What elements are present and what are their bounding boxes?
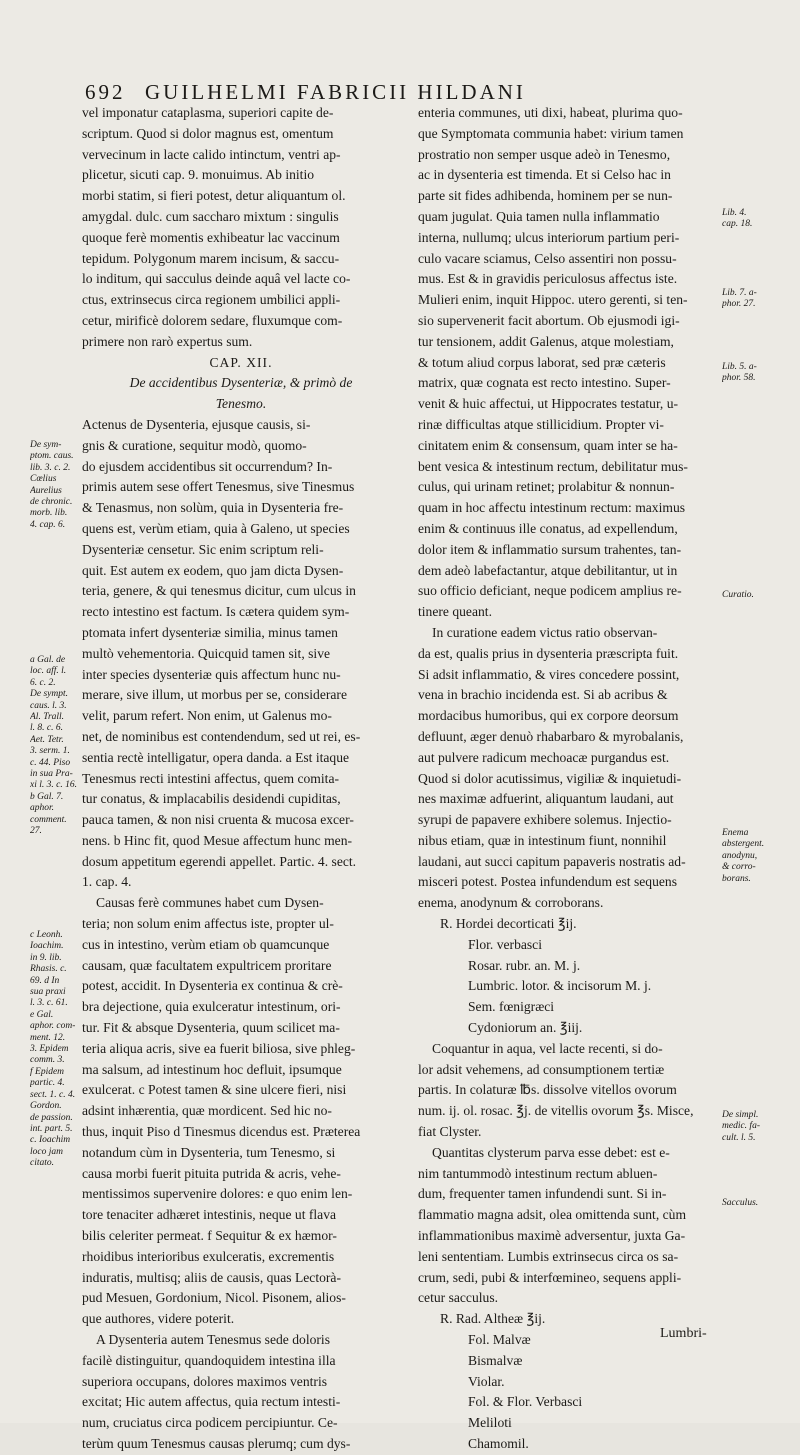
running-title: GUILHELMI FABRICII HILDANI bbox=[145, 80, 526, 104]
text-line: dosum appetitum egerendi appellet. Partic. 4. sect. bbox=[82, 853, 357, 869]
margin-note-line: ptom. caus. bbox=[30, 451, 74, 462]
margin-note-line: medic. fa- bbox=[722, 1121, 760, 1132]
text-line: Quantitas clysterum parva esse debet: est e- bbox=[432, 1144, 670, 1160]
margin-note-line: borans. bbox=[722, 873, 751, 884]
text-line: morbi statim, si fieri potest, detur aliquantum ol. bbox=[82, 188, 346, 204]
text-line: inter species dysenteriæ quis affectum hunc nu- bbox=[82, 666, 341, 682]
margin-note-line: abstergent. bbox=[722, 839, 765, 850]
text-line: rinæ difficultas atque stillicidium. Propter vi- bbox=[418, 416, 664, 432]
text-line: nens. b Hinc fit, quod Mesue affectum hunc men- bbox=[82, 832, 353, 848]
margin-note-line: l. 3. c. 61. bbox=[30, 998, 68, 1009]
text-line: vena in brachio incidenda est. Si ab acribus & bbox=[418, 687, 668, 703]
margin-note-line: sua praxi bbox=[30, 987, 66, 998]
text-line: mus. Est & in gravidis periculosus affectus iste. bbox=[418, 271, 678, 287]
margin-note-line: De simpl. bbox=[722, 1110, 759, 1120]
margin-note-line: caus. l. 3. bbox=[30, 700, 67, 711]
text-line: da est, qualis prius in dysenteria præscripta fuit. bbox=[418, 645, 679, 661]
text-line: merare, sive illum, ut morbus per se, considerare bbox=[82, 687, 347, 703]
margin-note-line: 27. bbox=[30, 826, 42, 837]
margin-note-line: aphor. com- bbox=[30, 1021, 76, 1032]
text-line: ptomata infert dysenteriæ similia, minus tamen bbox=[82, 624, 338, 640]
text-line: tore tenaciter adhæret intestinis, neque ut flava bbox=[82, 1207, 337, 1223]
text-line: Bismalvæ bbox=[468, 1352, 523, 1368]
margin-note-line: in 9. lib. bbox=[30, 952, 62, 963]
text-line: laudani, aut succi capitum papaveris nostratis ad- bbox=[418, 853, 686, 869]
text-line: rhoidibus interioribus exulceratis, excrementis bbox=[82, 1248, 335, 1264]
text-line: aut pulvere radicum mechoacæ purgandus est. bbox=[418, 749, 670, 765]
margin-note-line: in sua Pra- bbox=[30, 769, 73, 780]
margin-note-line: de chronic. bbox=[30, 497, 73, 508]
text-line: quam jugulat. Quia tamen nulla inflammatio bbox=[418, 208, 660, 224]
margin-note-line: De sym- bbox=[30, 440, 62, 450]
text-line: cus in intestino, verùm etiam ob quamcunque bbox=[82, 936, 330, 952]
text-line: Actenus de Dysenteria, ejusque causis, si- bbox=[82, 416, 311, 432]
text-line: teria, genere, & qui tenesmus dicitur, cum ulcus in bbox=[82, 583, 356, 599]
text-line: vervecinum in lacte calido intinctum, ventri ap- bbox=[82, 146, 341, 162]
text-line: tepidum. Polygonum marem incisum, & saccu- bbox=[82, 250, 340, 266]
text-line: causam, quæ facultatem expultricem proritare bbox=[82, 957, 332, 973]
text-line: syrupi de papavere exhibere solemus. Injectio- bbox=[418, 812, 672, 828]
text-line: amygdal. dulc. cum saccharo mixtum : singulis bbox=[82, 208, 339, 224]
margin-note-line: Sacculus. bbox=[722, 1198, 759, 1208]
margin-note-line: De sympt. bbox=[30, 689, 68, 700]
margin-note-line: cult. l. 5. bbox=[722, 1132, 756, 1143]
text-line: sio supervenerit facit abortum. Ob ejusmodi igi- bbox=[418, 312, 680, 328]
margin-note-line: 6. c. 2. bbox=[30, 677, 56, 688]
text-line: quoque ferè momentis exhibeatur lac vaccinum bbox=[82, 229, 340, 245]
margin-note-line: lib. 3. c. 2. bbox=[30, 462, 71, 473]
text-line: Chamomil. bbox=[468, 1436, 529, 1451]
text-line: suo officio deficiant, neque podicem amplius re- bbox=[418, 583, 682, 599]
margin-note-line: phor. 58. bbox=[722, 373, 756, 384]
margin-note-line: int. part. 5. bbox=[30, 1123, 73, 1134]
margin-note bbox=[30, 930, 75, 1170]
text-line: bilis celeriter permeat. f Sequitur & ex hæmor- bbox=[82, 1228, 337, 1244]
margin-note-line: f Epidem bbox=[30, 1066, 65, 1077]
text-line: potest, accidit. In Dysenteria ex continua & crè- bbox=[82, 978, 343, 994]
text-line: lo inditum, qui sacculus deinde aquâ vel lacte co- bbox=[82, 271, 351, 287]
text-line: Fol. & Flor. Verbasci bbox=[468, 1394, 583, 1410]
margin-note bbox=[722, 208, 752, 231]
text-line: Sem. fœnigræci bbox=[468, 999, 555, 1015]
text-line: enim & continuus ille conatus, ad expellendum, bbox=[418, 520, 678, 536]
text-line: induratis, multisq; aliis de causis, quas Lectorà- bbox=[82, 1269, 341, 1285]
margin-note-line: Curatio. bbox=[722, 590, 754, 600]
text-line: Tenesmo. bbox=[215, 396, 267, 412]
text-line: exulcerat. c Potest tamen & sine ulcere fieri, nisi bbox=[82, 1082, 347, 1098]
text-line: Mulieri enim, inquit Hippoc. utero gerenti, si ten- bbox=[418, 292, 688, 308]
text-line: Violar. bbox=[468, 1373, 505, 1389]
text-line: Tenesmus recti intestini affectus, quem comita- bbox=[82, 770, 339, 786]
margin-note bbox=[722, 1110, 760, 1144]
text-line: R. Hordei decorticati ℥ij. bbox=[440, 916, 577, 932]
margin-note-line: 3. serm. 1. bbox=[30, 746, 70, 757]
text-line: cetur, mirificè dolorem sedare, fluxumque com- bbox=[82, 312, 343, 328]
text-line: R. Rad. Altheæ ℥ij. bbox=[440, 1311, 546, 1327]
text-line: cetur sacculus. bbox=[418, 1290, 499, 1306]
text-line: mentissimos supervenire dolores: e quo enim len- bbox=[82, 1186, 353, 1202]
text-line: excitat; Hic autem affectus, quia rectum intesti- bbox=[82, 1394, 341, 1410]
text-line: Causas ferè communes habet cum Dysen- bbox=[96, 895, 324, 911]
text-line: Meliloti bbox=[468, 1415, 512, 1431]
margin-note-line: Rhasis. c. bbox=[30, 964, 67, 975]
text-line: Cydoniorum an. ℥iij. bbox=[468, 1020, 583, 1036]
margin-note-line: Cœlius bbox=[30, 474, 57, 485]
text-line: Coquantur in aqua, vel lacte recenti, si do- bbox=[432, 1040, 663, 1056]
text-line: dum, frequenter tamen infundendi sunt. Si in- bbox=[418, 1186, 667, 1202]
text-line: Quod si dolor acutissimus, vigiliæ & inquietudi- bbox=[418, 770, 682, 786]
text-line: quens est, verùm etiam, quia à Galeno, ut species bbox=[82, 520, 350, 536]
page-number: 692 bbox=[85, 80, 126, 104]
margin-note-line: anodynu, bbox=[722, 850, 758, 861]
text-line: gnis & curatione, sequitur modò, quomo- bbox=[82, 437, 307, 453]
margin-note-line: Lib. 7. a- bbox=[722, 288, 757, 298]
text-line: bra dejectione, quia exulceratur intestinum, ori- bbox=[82, 999, 341, 1015]
text-line: que authores, videre poterit. bbox=[82, 1311, 235, 1327]
text-line: velit, parum refert. Non enim, ut Galenus mo- bbox=[82, 708, 332, 724]
text-line: enema, anodynum & corroborans. bbox=[418, 895, 604, 911]
right-text-column bbox=[418, 103, 720, 1455]
text-line: Lumbric. lotor. & incisorum M. j. bbox=[468, 978, 652, 994]
margin-note-line: & corro- bbox=[722, 862, 756, 873]
text-line: bent vesica & intestinum rectum, debilitatur mus- bbox=[418, 458, 688, 474]
text-line: Flor. verbasci bbox=[468, 936, 542, 952]
text-line: Fol. Malvæ bbox=[468, 1332, 531, 1348]
text-line: In curatione eadem victus ratio observan- bbox=[432, 624, 658, 640]
margin-note-line: morb. lib. bbox=[30, 508, 68, 519]
text-line: matrix, quæ cognata est recto intestino. Super- bbox=[418, 375, 671, 391]
margin-note-line: l. 8. c. 6. bbox=[30, 723, 63, 734]
margin-note-line: e Gal. bbox=[30, 1009, 54, 1020]
margin-note-line: cap. 18. bbox=[722, 219, 753, 230]
text-line: lor adsit vehemens, ad consumptionem tertiæ bbox=[418, 1061, 665, 1077]
margin-note-line: partic. 4. bbox=[30, 1078, 65, 1089]
text-line: fiat Clyster. bbox=[418, 1124, 482, 1140]
text-line: terùm quum Tenesmus causas plerumq; cum dys- bbox=[82, 1436, 351, 1451]
margin-note-line: Lib. 5. a- bbox=[722, 362, 757, 372]
text-line: cinitatem enim & consensum, quam inter se ha- bbox=[418, 437, 678, 453]
margin-note-line: aphor. bbox=[30, 803, 55, 814]
text-line: Rosar. rubr. an. M. j. bbox=[468, 957, 581, 973]
margin-note-line: de passion. bbox=[30, 1112, 73, 1123]
text-line: notandum cùm in Dysenteria, tum Tenesmo, si bbox=[82, 1144, 336, 1160]
margin-note bbox=[722, 1198, 758, 1209]
text-line: primis autem sese offert Tenesmus, sive Tinesmus bbox=[82, 479, 355, 495]
margin-note-line: c Leonh. bbox=[30, 930, 63, 940]
margin-note-line: Enema bbox=[722, 828, 749, 838]
text-line: Dysenteriæ censetur. Sic enim scriptum reli- bbox=[82, 541, 324, 557]
text-line: recto intestino est factum. Is cætera quidem sym- bbox=[82, 604, 350, 620]
margin-note-line: Gordon. bbox=[30, 1101, 62, 1112]
text-line: scriptum. Quod si dolor magnus est, omentum bbox=[82, 125, 334, 141]
text-line: culo vacare sciamus, Celso assentiri non possu- bbox=[418, 250, 677, 266]
text-line: defluunt, æger denuò rhabarbaro & myrobalanis, bbox=[418, 728, 684, 744]
text-line: ma salsum, ad intestinum hoc defluit, ipsumque bbox=[82, 1061, 342, 1077]
text-line: crum, sedi, pubi & interfœmineo, sequens appli- bbox=[418, 1269, 682, 1285]
text-line: vel imponatur cataplasma, superiori capite de- bbox=[82, 105, 334, 120]
margin-note-line: Lib. 4. bbox=[722, 208, 747, 218]
text-line: dem adeò labefactantur, atque debilitantur, ut in bbox=[418, 562, 678, 578]
margin-note-line: Al. Trall. bbox=[30, 712, 65, 723]
text-line: do ejusdem accidentibus sit occurrendum? In- bbox=[82, 458, 333, 474]
text-line: num. ij. ol. rosac. ℥j. de vitellis ovorum ℥s. Misce, bbox=[418, 1103, 694, 1119]
text-line: enteria communes, uti dixi, habeat, plurima quo- bbox=[418, 105, 683, 120]
text-line: quit. Est autem ex eodem, quo jam dicta Dysen- bbox=[82, 562, 344, 578]
margin-note-line: Aet. Tetr. bbox=[30, 734, 64, 745]
text-line: leni sententiam. Lumbis extrinsecus circa os sa- bbox=[418, 1248, 679, 1264]
margin-note-line: 69. d In bbox=[30, 975, 60, 986]
text-line: dolor item & inflammatio sursum trahentes, tan- bbox=[418, 541, 682, 557]
text-line: net, de nominibus est contendendum, sed ut rei, es- bbox=[82, 728, 361, 744]
margin-note-line: c. Ioachim bbox=[30, 1135, 71, 1146]
margin-note-line: a Gal. de bbox=[30, 655, 66, 665]
text-line: plicetur, sicuti cap. 9. monuimus. Ab initio bbox=[82, 167, 315, 183]
text-line: quam in hoc affectu intestinum rectum: maximus bbox=[418, 500, 686, 516]
margin-note-line: citato. bbox=[30, 1158, 55, 1169]
margin-note-line: ment. 12. bbox=[30, 1032, 66, 1043]
text-line: tur tensionem, addit Galenus, atque molestiam, bbox=[418, 333, 674, 349]
margin-note-line: loco jam bbox=[30, 1146, 63, 1157]
text-line: tur. Fit & absque Dysenteria, quum scilicet ma- bbox=[82, 1020, 340, 1036]
margin-note-line: 4. cap. 6. bbox=[30, 519, 66, 530]
text-line: interna, nullumq; ulcus interiorum partium peri- bbox=[418, 229, 680, 245]
text-line: nes maximæ adfuerint, aliquantum laudani, aut bbox=[418, 791, 674, 807]
text-line: superiora occupans, dolores maximos ventris bbox=[82, 1373, 328, 1389]
text-line: pauca tamen, & non nisi cruenta & mucosa excer- bbox=[82, 812, 354, 828]
margin-note-line: sect. 1. c. 4. bbox=[30, 1089, 76, 1100]
margin-note-line: Aurelius bbox=[30, 485, 62, 496]
margin-note-line: c. 44. Piso bbox=[30, 757, 71, 768]
text-line: flammatio magna adsit, olea omittenda sunt, cùm bbox=[418, 1207, 687, 1223]
text-line: tur conatus, & implacabilis desidendi cupiditas, bbox=[82, 791, 341, 807]
margin-note-line: xi l. 3. c. 16. bbox=[30, 780, 77, 791]
text-line: primere non rarò expertus sum. bbox=[82, 333, 253, 349]
margin-note bbox=[722, 590, 754, 601]
text-line: ac in dysenteria est timenda. Et si Celso hac in bbox=[418, 167, 671, 183]
text-line: misceri potest. Postea infundendum est sequens bbox=[418, 874, 677, 890]
text-line: inflammationibus maximè adversentur, juxta Ga- bbox=[418, 1228, 686, 1244]
text-line: CAP. XII. bbox=[209, 354, 273, 370]
text-line: ctus, extrinsecus circa regionem umbilici appli- bbox=[82, 292, 341, 308]
margin-note-line: comment. bbox=[30, 814, 67, 825]
text-line: que Symptomata communia habet: virium tamen bbox=[418, 125, 684, 141]
text-line: A Dysenteria autem Tenesmus sede doloris bbox=[96, 1332, 330, 1348]
margin-note bbox=[722, 828, 764, 885]
margin-note-line: 3. Epidem bbox=[30, 1044, 69, 1055]
margin-note bbox=[30, 655, 77, 838]
text-line: De accidentibus Dysenteriæ, & primò de bbox=[129, 375, 353, 391]
text-line: multò vehementoria. Quicquid tamen sit, sive bbox=[82, 645, 331, 661]
text-line: nibus etiam, quæ in intestinum fiunt, nonnihil bbox=[418, 832, 667, 848]
text-line: parte sit fides adhibenda, hominem per se nun- bbox=[418, 188, 673, 204]
margin-note-line: phor. 27. bbox=[722, 299, 756, 310]
text-line: 1. cap. 4. bbox=[82, 874, 132, 890]
text-line: teria aliqua acris, sive ea fuerit biliosa, sive phleg- bbox=[82, 1040, 356, 1056]
catchword: Lumbri- bbox=[660, 1326, 707, 1341]
text-line: facilè distinguitur, quandoquidem intestina illa bbox=[82, 1352, 336, 1368]
text-line: & Tenasmus, non solùm, quia in Dysenteria fre- bbox=[82, 500, 344, 516]
text-line: sentia rectè intelligatur, opera danda. a Est itaque bbox=[82, 749, 350, 765]
text-line: culus, qui urinam retinet; prolabitur & nonnun- bbox=[418, 479, 675, 495]
text-line: partis. In colaturæ ℔s. dissolve vitellos ovorum bbox=[418, 1082, 677, 1098]
margin-note-line: Ioachim. bbox=[30, 941, 64, 952]
text-line: teria; non solum enim affectus iste, propter ul- bbox=[82, 916, 334, 932]
margin-note bbox=[30, 440, 74, 531]
text-line: adsint inhærentia, quæ mordicent. Sed hic no- bbox=[82, 1103, 332, 1119]
text-line: thus, inquit Piso d Tinesmus dicendus est. Præterea bbox=[82, 1124, 361, 1140]
margin-note bbox=[722, 362, 757, 385]
text-line: causa morbi fuerit pituita putrida & acris, vehe- bbox=[82, 1165, 341, 1181]
text-line: pud Mesuen, Gordonium, Nicol. Pisonem, alios- bbox=[82, 1290, 346, 1306]
margin-note-line: b Gal. 7. bbox=[30, 791, 64, 802]
margin-note-line: comm. 3. bbox=[30, 1055, 65, 1066]
text-line: nim tantummodò intestinum rectum abluen- bbox=[418, 1165, 658, 1181]
text-line: tinere queant. bbox=[418, 604, 492, 620]
text-line: prostratio non semper usque adeò in Tenesmo, bbox=[418, 146, 671, 162]
text-line: num, cruciatus circa podicem percipiuntur. Ce- bbox=[82, 1415, 338, 1431]
text-line: mordacibus humoribus, qui ex corpore deorsum bbox=[418, 708, 679, 724]
left-text-column bbox=[82, 103, 400, 1455]
text-line: & totum aliud corpus laborat, sed præ cæteris bbox=[418, 354, 666, 370]
margin-note-line: loc. aff. l. bbox=[30, 666, 67, 677]
text-line: venit & huic affectui, ut Hippocrates testatur, u- bbox=[418, 396, 679, 412]
margin-note bbox=[722, 288, 757, 311]
text-line: Si adsit inflammatio, & vires concedere possint, bbox=[418, 666, 680, 682]
